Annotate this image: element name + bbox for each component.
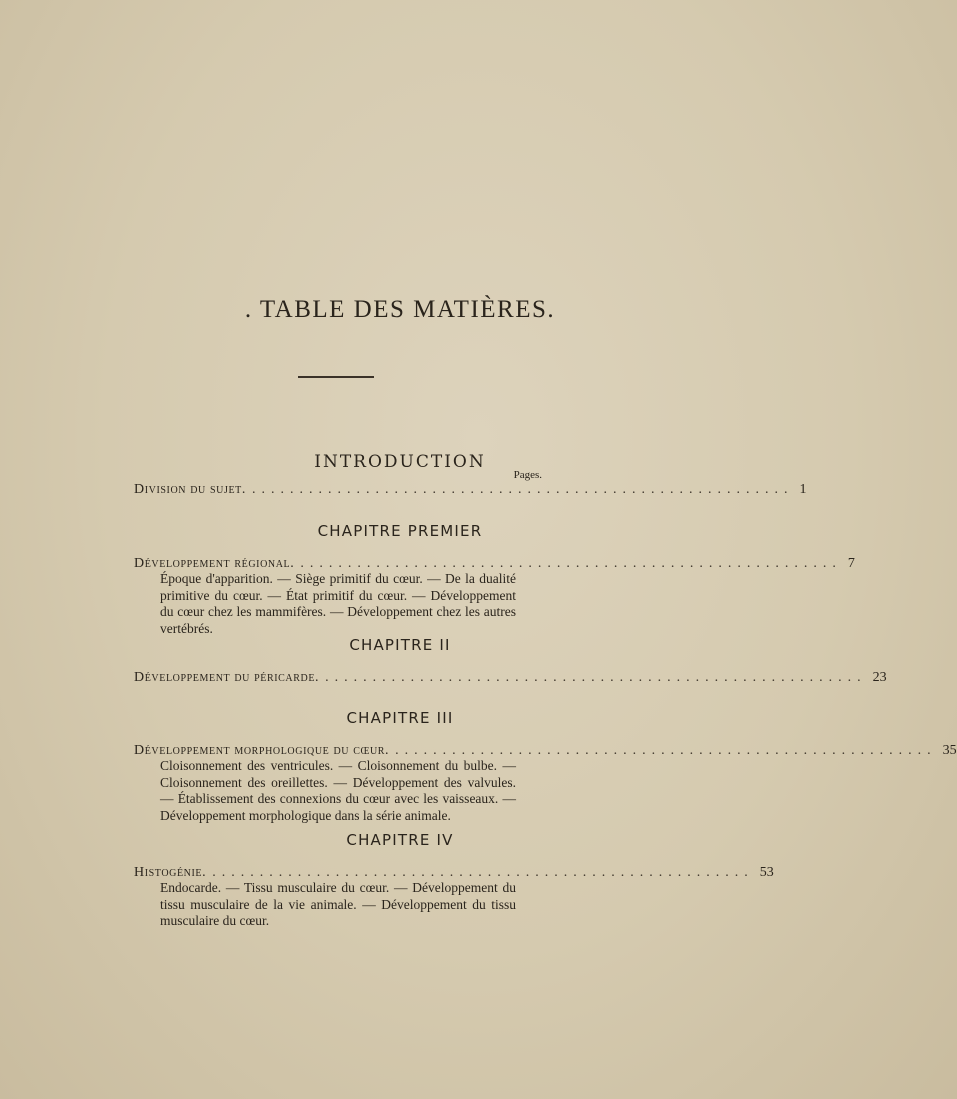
toc-entry-division [134, 482, 807, 498]
toc-entry [134, 670, 887, 686]
toc-entry [134, 556, 855, 572]
leader-dots: ......................................................... [212, 865, 754, 880]
chapter-heading: CHAPITRE II [349, 636, 451, 654]
chapter-heading: CHAPITRE IV [346, 831, 454, 849]
toc-entry [134, 743, 957, 759]
chapter-summary: Époque d'apparition. — Siège primitif du cœur. — De la dualité primitive du cœur. — État primitif du cœur. — Développement du cœur chez les mammifères. — Développement chez les autres vertébrés. [160, 571, 516, 636]
toc-page-number: 35 [942, 743, 957, 758]
chapter-summary: Cloisonnement des ventricules. — Cloisonnement du bulbe. — Cloisonnement des oreillettes. — Développement des valvules. — Établissement des connexions du cœur avec les vaisseaux. — Développement morphologique dans la série animale. [160, 758, 516, 823]
introduction-heading: INTRODUCTION [314, 452, 486, 472]
toc-page-number: 23 [872, 670, 887, 685]
toc-entry-name: Développement du péricarde. [134, 670, 320, 685]
toc-entry-name: Développement régional. [134, 556, 295, 571]
toc-page-number: 53 [759, 865, 774, 880]
toc-entry [134, 865, 774, 881]
pages-column-label: Pages. [513, 469, 542, 481]
chapter-heading: CHAPITRE PREMIER [317, 522, 483, 540]
title-rule [298, 376, 374, 378]
leader-dots: ......................................................... [251, 482, 794, 497]
chapter-summary: Endocarde. — Tissu musculaire du cœur. — Développement du tissu musculaire de la vie animale. — Développement du tissu musculaire du cœur. [160, 880, 516, 928]
toc-page-number: 7 [847, 556, 855, 571]
toc-entry-name: Développement morphologique du cœur. [134, 743, 390, 758]
toc-entry-name: Division du sujet. [134, 482, 246, 497]
toc-entry-name: Histogénie. [134, 865, 207, 880]
leader-dots: ......................................................... [300, 556, 842, 571]
leader-dots: ......................................................... [395, 743, 937, 758]
chapter-heading: CHAPITRE III [346, 709, 454, 727]
page-title: . TABLE DES MATIÈRES. [244, 296, 556, 323]
toc-page-number: 1 [799, 482, 807, 497]
leader-dots: ......................................................... [325, 670, 867, 685]
